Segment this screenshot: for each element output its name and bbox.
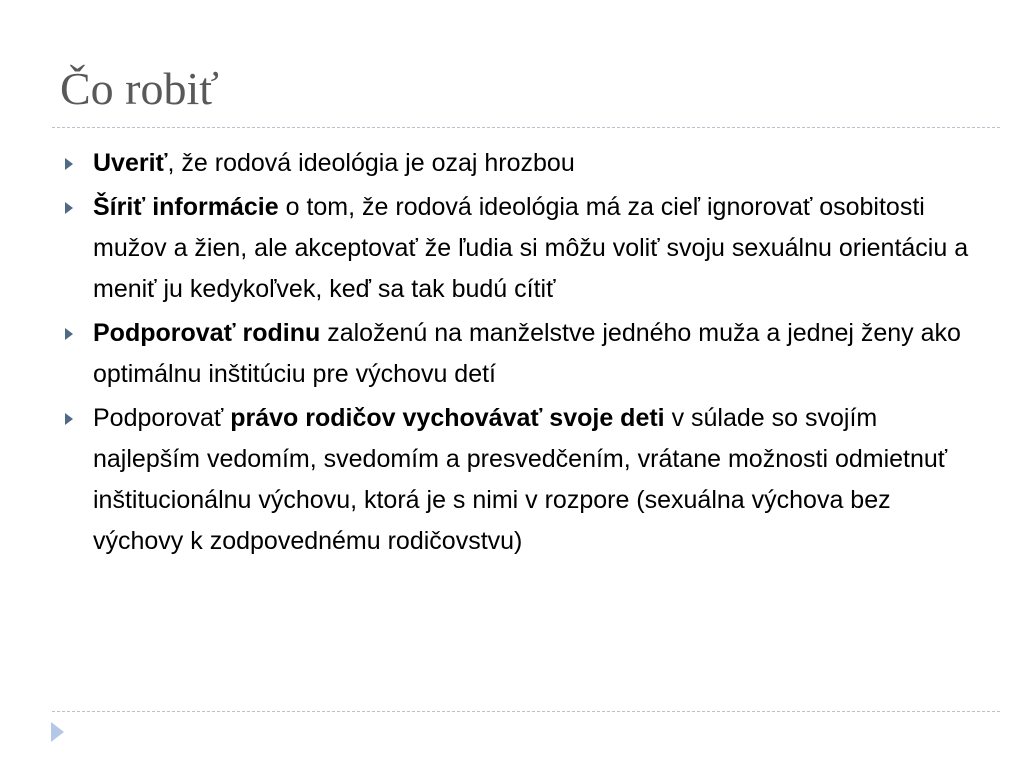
bullet-plain-text: , že rodová ideológia je ozaj hrozbou: [167, 149, 575, 177]
slide-title: Čo robiť: [60, 63, 219, 114]
bullet-plain-text: v súlade so svojím najlepším vedomím, svedomím a presvedčením, vrátane možnosti odmietnuť inštitucionálnu výchovu, ktorá je s nimi v rozpore (sexuálna výchova bez výchovy k zodpovednému rodičovstvu): [93, 404, 948, 555]
bullet-plain-text: založenú na manželstve jedného muža a jednej ženy ako optimálnu inštitúciu pre výchovu detí: [93, 319, 961, 388]
triangle-bullet-icon: [65, 158, 73, 170]
bullet-list: [60, 143, 980, 565]
title-divider: [52, 127, 1000, 128]
bullet-bold-text: právo rodičov vychovávať svoje deti: [230, 404, 665, 432]
bullet-text: [93, 319, 961, 388]
triangle-bullet-icon: [65, 328, 73, 340]
triangle-bullet-icon: [65, 202, 73, 214]
bullet-text: [93, 404, 947, 555]
bullet-bold-text: Uveriť: [93, 149, 168, 177]
next-slide-icon[interactable]: [51, 722, 64, 742]
bullet-text: [93, 193, 968, 303]
bullet-plain-text: Podporovať: [93, 404, 231, 432]
bullet-item: [60, 398, 980, 562]
footer-divider: [52, 711, 1000, 712]
bullet-bold-text: Šíriť informácie: [93, 193, 279, 221]
bullet-plain-text: o tom, že rodová ideológia má za cieľ ignorovať osobitosti mužov a žien, ale akceptovať že ľudia si môžu voliť svoju sexuálnu orientáciu a meniť ju kedykoľvek, keď sa tak budú cítiť: [93, 193, 969, 303]
bullet-item: [60, 313, 980, 395]
bullet-bold-text: Podporovať rodinu: [93, 319, 321, 347]
bullet-item: [60, 187, 980, 310]
triangle-bullet-icon: [65, 413, 73, 425]
bullet-text: [93, 149, 575, 177]
bullet-item: [60, 143, 980, 184]
